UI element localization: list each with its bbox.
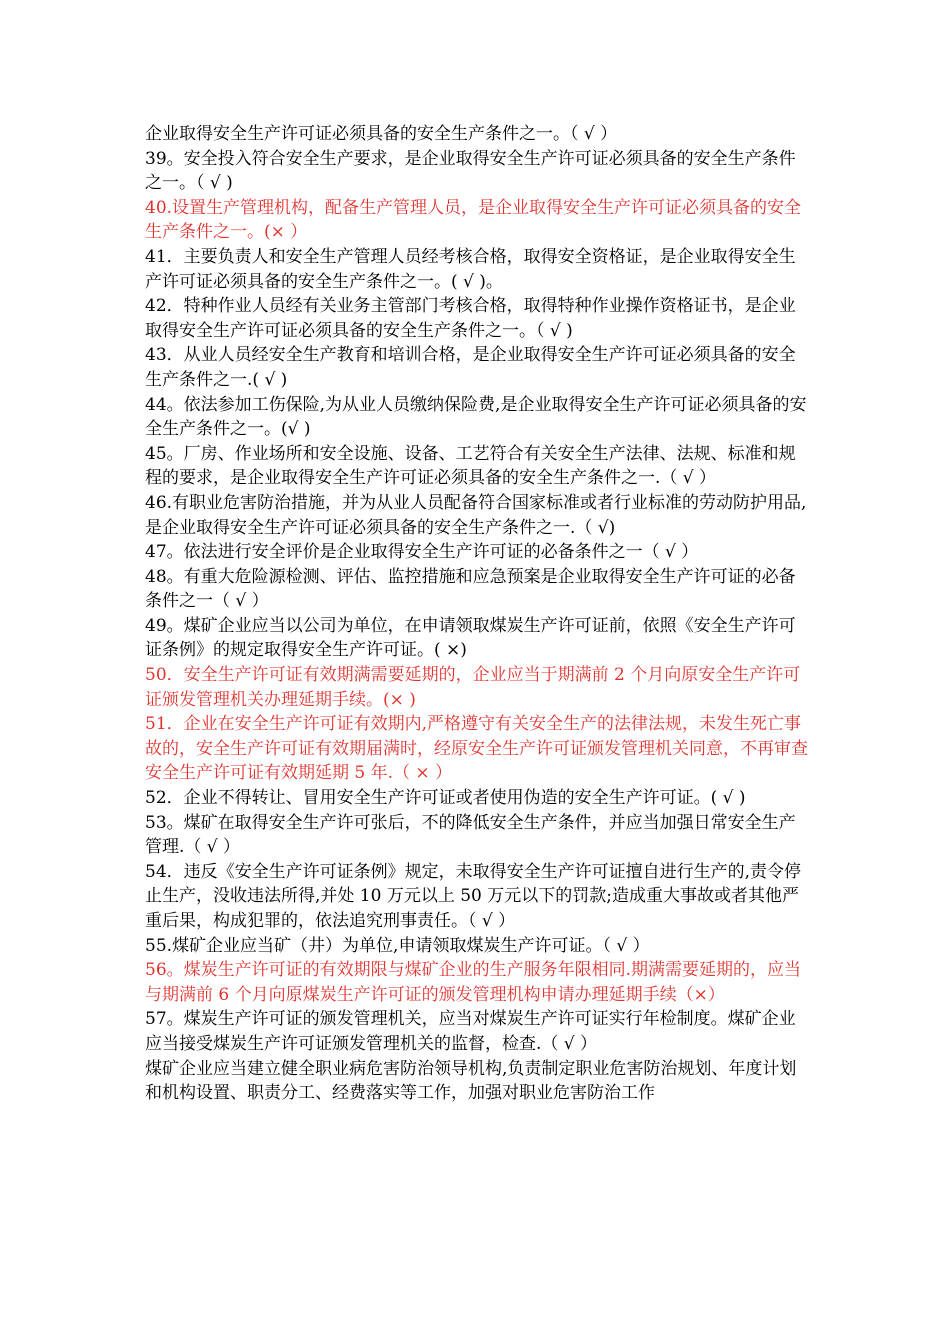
question-51: 51．企业在安全生产许可证有效期内,严格遵守有关安全生产的法律法规，未发生死亡事故的，安全生产许可证有效期届满时，经原安全生产许可证颁发管理机关同意，不再审查安全生产许可证有效期延期 5 年.（ × ） — [145, 714, 808, 784]
question-57: 57。煤炭生产许可证的颁发管理机关，应当对煤炭生产许可证实行年检制度。煤矿企业 — [145, 1009, 796, 1030]
question-45: 45。厂房、作业场所和安全设施、设备、工艺符合有关安全生产法律、法规、标准和规程的要求，是企业取得安全生产许可证必须具备的安全生产条件之一.（ √ ） — [145, 443, 796, 489]
question-44: 44。依法参加工伤保险,为从业人员缴纳保险费,是企业取得安全生产许可证必须具备的安全生产条件之一。(√ ) — [145, 394, 807, 440]
question-39: 39。安全投入符合安全生产要求，是企业取得安全生产许可证必须具备的安全生产条件之一。（ √ ) — [145, 148, 796, 194]
question-40: 40.设置生产管理机构，配备生产管理人员，是企业取得安全生产许可证必须具备的安全生产条件之一。(× ） — [145, 197, 802, 243]
question-46: 46.有职业危害防治措施，并为从业人员配备符合国家标准或者行业标准的劳动防护用品,是企业取得安全生产许可证必须具备的安全生产条件之一.（ √) — [145, 492, 807, 538]
question-42: 42．特种作业人员经有关业务主管部门考核合格，取得特种作业操作资格证书，是企业取得安全生产许可证必须具备的安全生产条件之一。（ √ ) — [145, 296, 796, 341]
question-57-continued: 应当接受煤炭生产许可证颁发管理机关的监督，检查.（ √ ） — [145, 1033, 598, 1054]
question-41: 41．主要负责人和安全生产管理人员经考核合格，取得安全资格证，是企业取得安全生产许可证必须具备的安全生产条件之一。( √ )。 — [145, 246, 796, 292]
question-43: 43．从业人员经安全生产教育和培训合格，是企业取得安全生产许可证必须具备的安全生产条件之一.( √ ) — [145, 345, 796, 390]
question-55: 55.煤矿企业应当矿（井）为单位,申请领取煤炭生产许可证。（ √ ） — [145, 935, 650, 956]
question-54: 54．违反《安全生产许可证条例》规定，未取得安全生产许可证擅自进行生产的,责令停止生产，没收违法所得,并处 10 万元以上 50 万元以下的罚款;造成重大事故或者其他严重后果，构成犯罪的，依法追究刑事责任。（ √ ） — [145, 861, 802, 931]
paragraph-occupational-health: 煤矿企业应当建立健全职业病危害防治领导机构,负责制定职业危害防治规划、年度计划和机构设置、职责分工、经费落实等工作，加强对职业危害防治工作 — [145, 1058, 797, 1104]
question-48: 48。有重大危险源检测、评估、监控措施和应急预案是企业取得安全生产许可证的必备条件之一（ √ ） — [145, 566, 796, 612]
question-52: 52．企业不得转让、冒用安全生产许可证或者使用伪造的安全生产许可证。( √ ) — [145, 788, 746, 809]
question-56: 56。煤炭生产许可证的有效期限与煤矿企业的生产服务年限相同.期满需要延期的，应当与期满前 6 个月向原煤炭生产许可证的颁发管理机构申请办理延期手续（×） — [145, 960, 802, 1005]
question-50: 50．安全生产许可证有效期满需要延期的，企业应当于期满前 2 个月向原安全生产许可证颁发管理机关办理延期手续。(× ) — [145, 665, 801, 710]
paragraph-38-tail: 企业取得安全生产许可证必须具备的安全生产条件之一。（ √ ） — [145, 124, 618, 144]
question-49: 49。煤矿企业应当以公司为单位，在申请领取煤炭生产许可证前，依照《安全生产许可证条例》的规定取得安全生产许可证。( ×) — [145, 615, 796, 661]
question-53: 53。煤矿在取得安全生产许可张后，不的降低安全生产条件，并应当加强日常安全生产管理.（ √ ） — [145, 812, 796, 858]
question-47: 47。依法进行安全评价是企业取得安全生产许可证的必备条件之一（ √ ） — [145, 542, 699, 563]
document-page — [145, 122, 810, 1106]
